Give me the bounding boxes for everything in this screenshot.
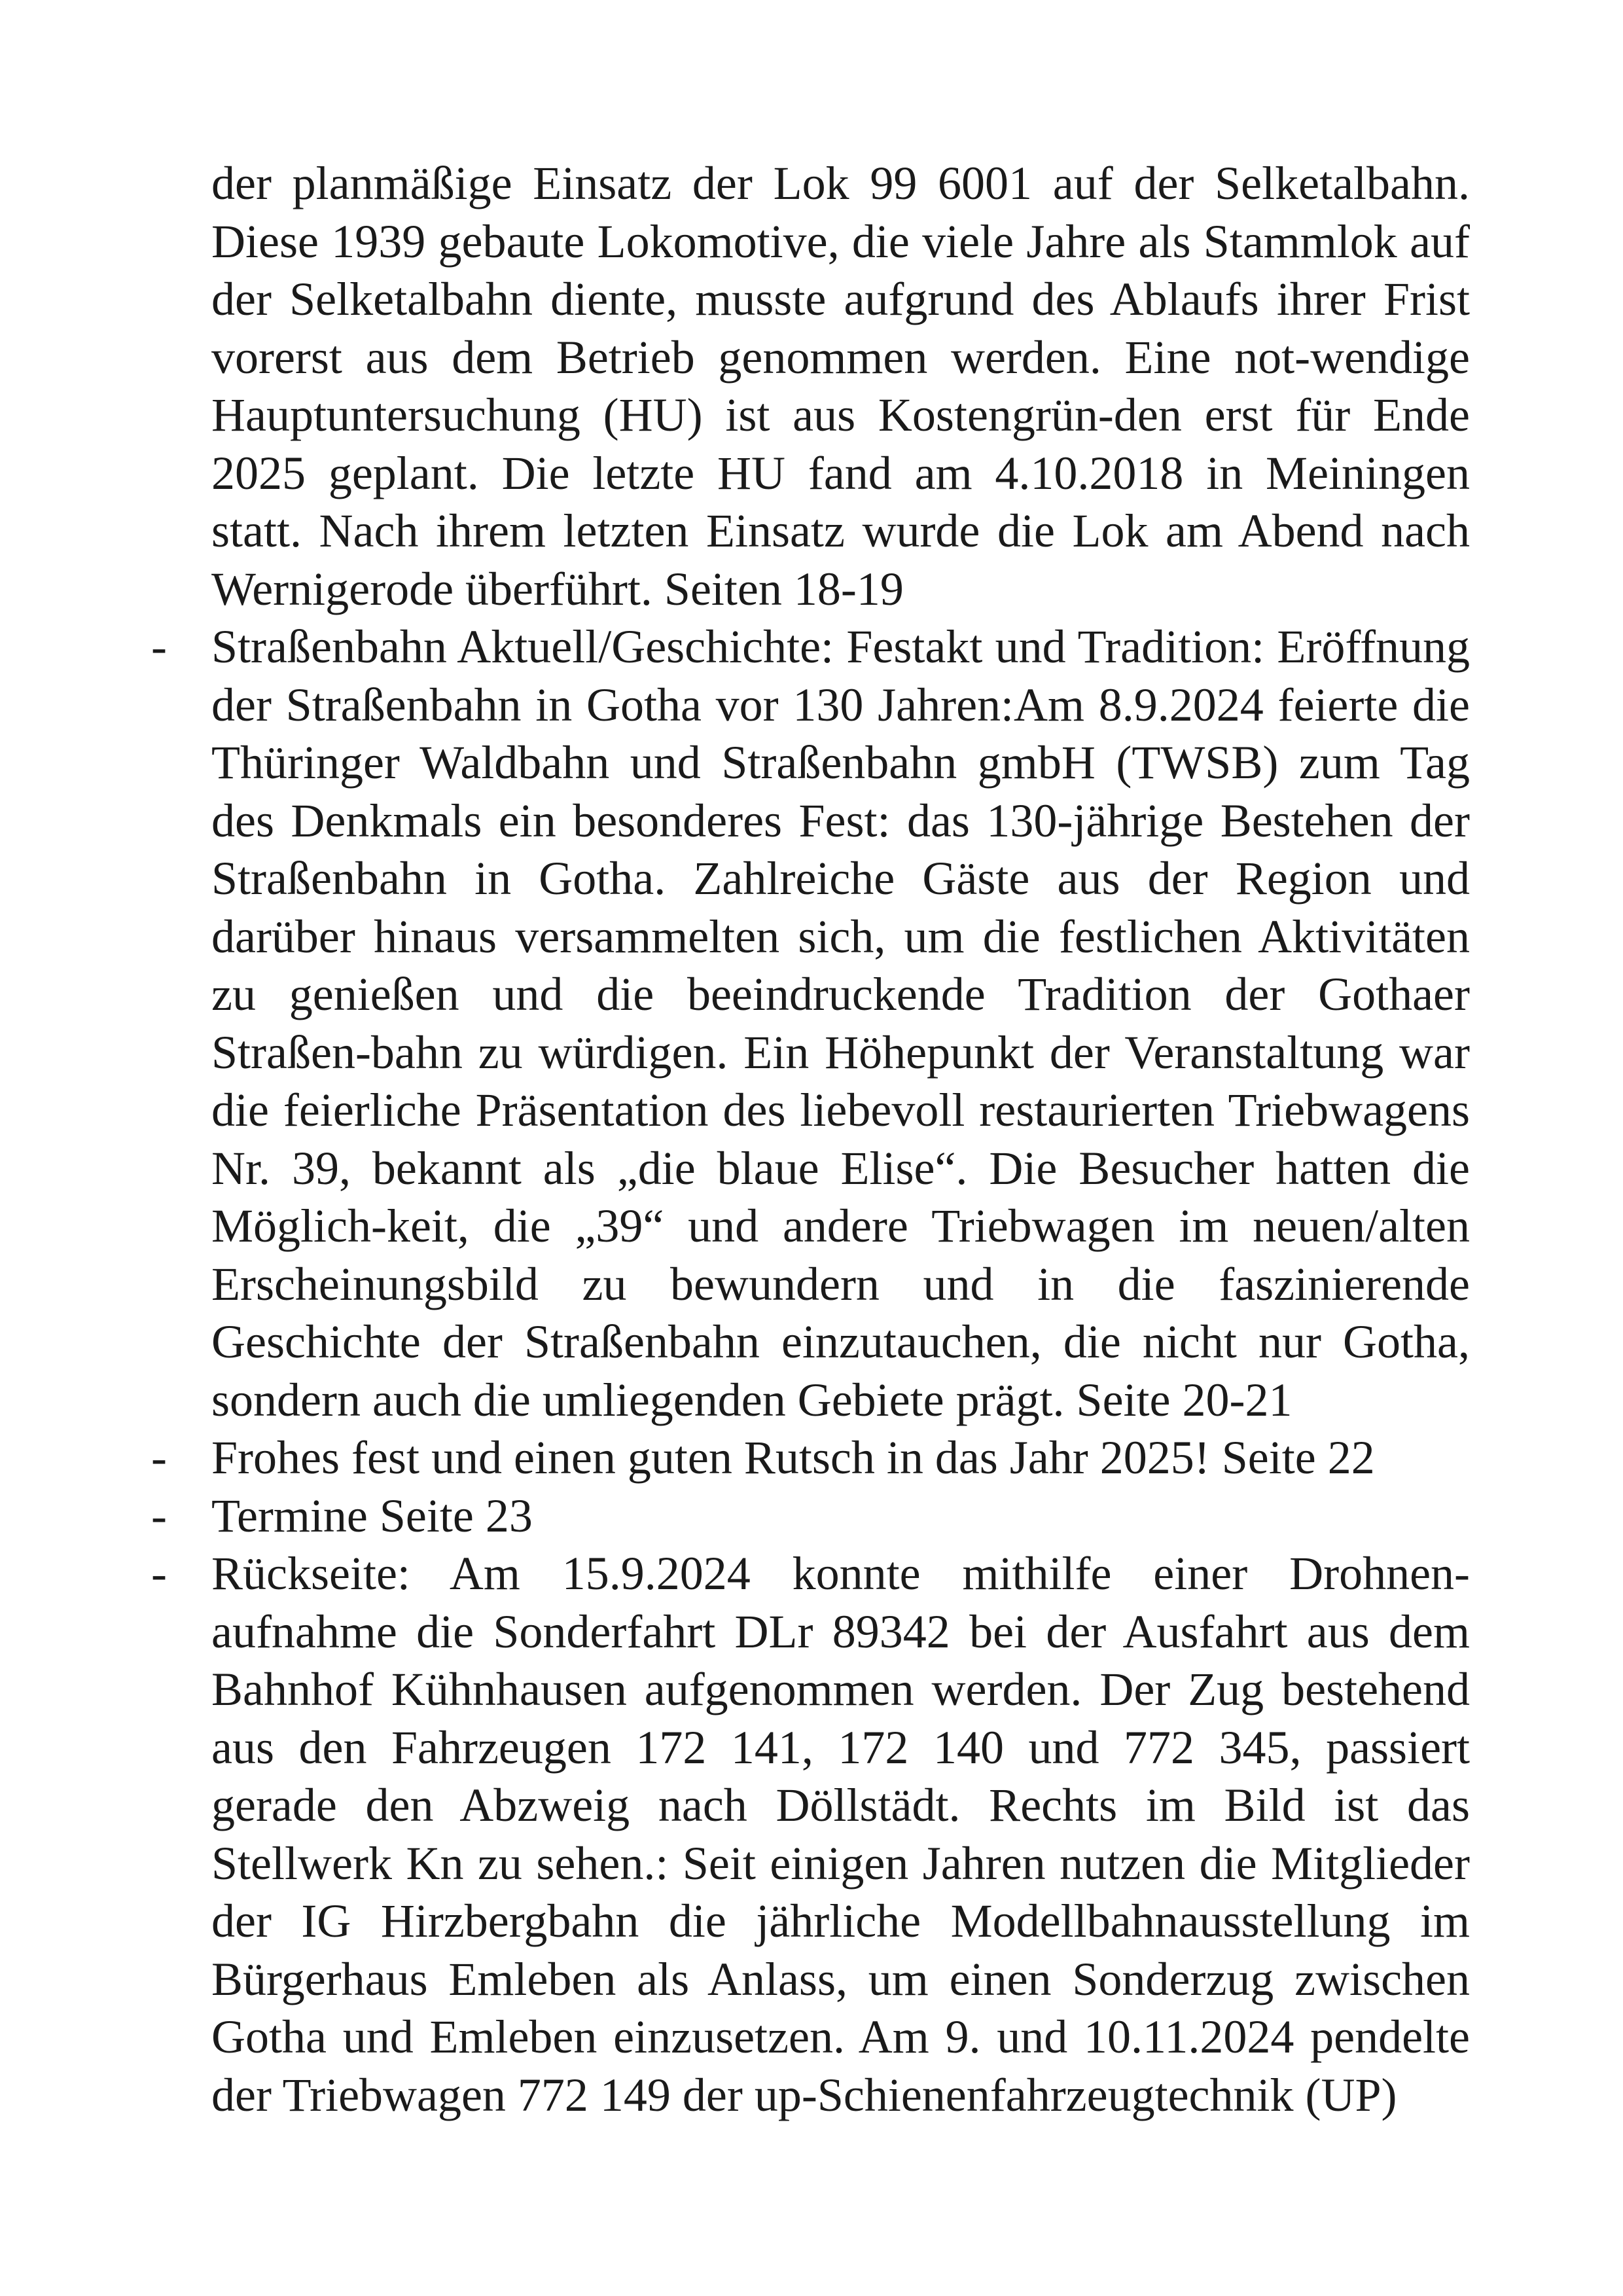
list-item-text: Rückseite: Am 15.9.2024 konnte mithilfe einer Drohnen-aufnahme die Sonderfahrt DLr 89342 bei der Ausfahrt aus dem Bahnhof Kühnhausen aufgenommen werden. Der Zug bestehend aus den Fahrzeugen 172 141, 172 140 und 772 345, passiert gerade den Abzweig nach Döllstädt. Rechts im Bild ist das Stellwerk Kn zu sehen.: Seit einigen Jahren nutzen die Mitglieder der IG Hirzbergbahn die jährliche Modellbahnausstellung im Bürgerhaus Emleben als Anlass, um einen Sonderzug zwischen Gotha und Emleben einzusetzen. Am 9. und 10.11.2024 pendelte der Triebwagen 772 149 der up-Schienenfahrzeugtechnik (UP) xyxy=(211,1547,1470,2121)
bullet-dash: - xyxy=(151,1547,167,1600)
list-item-text: Termine Seite 23 xyxy=(211,1489,533,1542)
bullet-dash: - xyxy=(151,1489,167,1542)
list-item-text: Straßenbahn Aktuell/Geschichte: Festakt und Tradition: Eröffnung der Straßenbahn in Gotha vor 130 Jahren:Am 8.9.2024 feierte die Thüringer Waldbahn und Straßenbahn gmbH (TWSB) zum Tag des Denkmals ein besonderes Fest: das 130-jährige Bestehen der Straßenbahn in Gotha. Zahlreiche Gäste aus der Region und darüber hinaus versammelten sich, um die festlichen Aktivitäten zu genießen und die beeindruckende Tradition der Gothaer Straßen-bahn zu würdigen. Ein Höhepunkt der Veranstaltung war die feierliche Präsentation des liebevoll restaurierten Triebwagens Nr. 39, bekannt als „die blaue Elise“. Die Besucher hatten die Möglich-keit, die „39“ und andere Triebwagen im neuen/alten Erscheinungsbild zu bewundern und in die faszinierende Geschichte der Straßenbahn einzutauchen, die nicht nur Gotha, sondern auch die umliegenden Gebiete prägt. Seite 20-21 xyxy=(211,620,1470,1426)
list-item-strassenbahn xyxy=(151,618,1470,1429)
list-item-frohes-fest xyxy=(151,1429,1470,1487)
list-item-rueckseite xyxy=(151,1545,1470,2124)
document-body xyxy=(151,154,1470,2124)
bullet-dash: - xyxy=(151,620,167,673)
list-item-termine xyxy=(151,1487,1470,1545)
bullet-dash: - xyxy=(151,1431,167,1484)
list-item-text: Frohes fest und einen guten Rutsch in das Jahr 2025! Seite 22 xyxy=(211,1431,1375,1484)
continuation-paragraph: der planmäßige Einsatz der Lok 99 6001 auf der Selketalbahn. Diese 1939 gebaute Lokomotive, die viele Jahre als Stammlok auf der Selketalbahn diente, musste aufgrund des Ablaufs ihrer Frist vorerst aus dem Betrieb genommen werden. Eine not-wendige Hauptuntersuchung (HU) ist aus Kostengrün-den erst für Ende 2025 geplant. Die letzte HU fand am 4.10.2018 in Meiningen statt. Nach ihrem letzten Einsatz wurde die Lok am Abend nach Wernigerode überführt. Seiten 18-19 xyxy=(211,157,1470,615)
